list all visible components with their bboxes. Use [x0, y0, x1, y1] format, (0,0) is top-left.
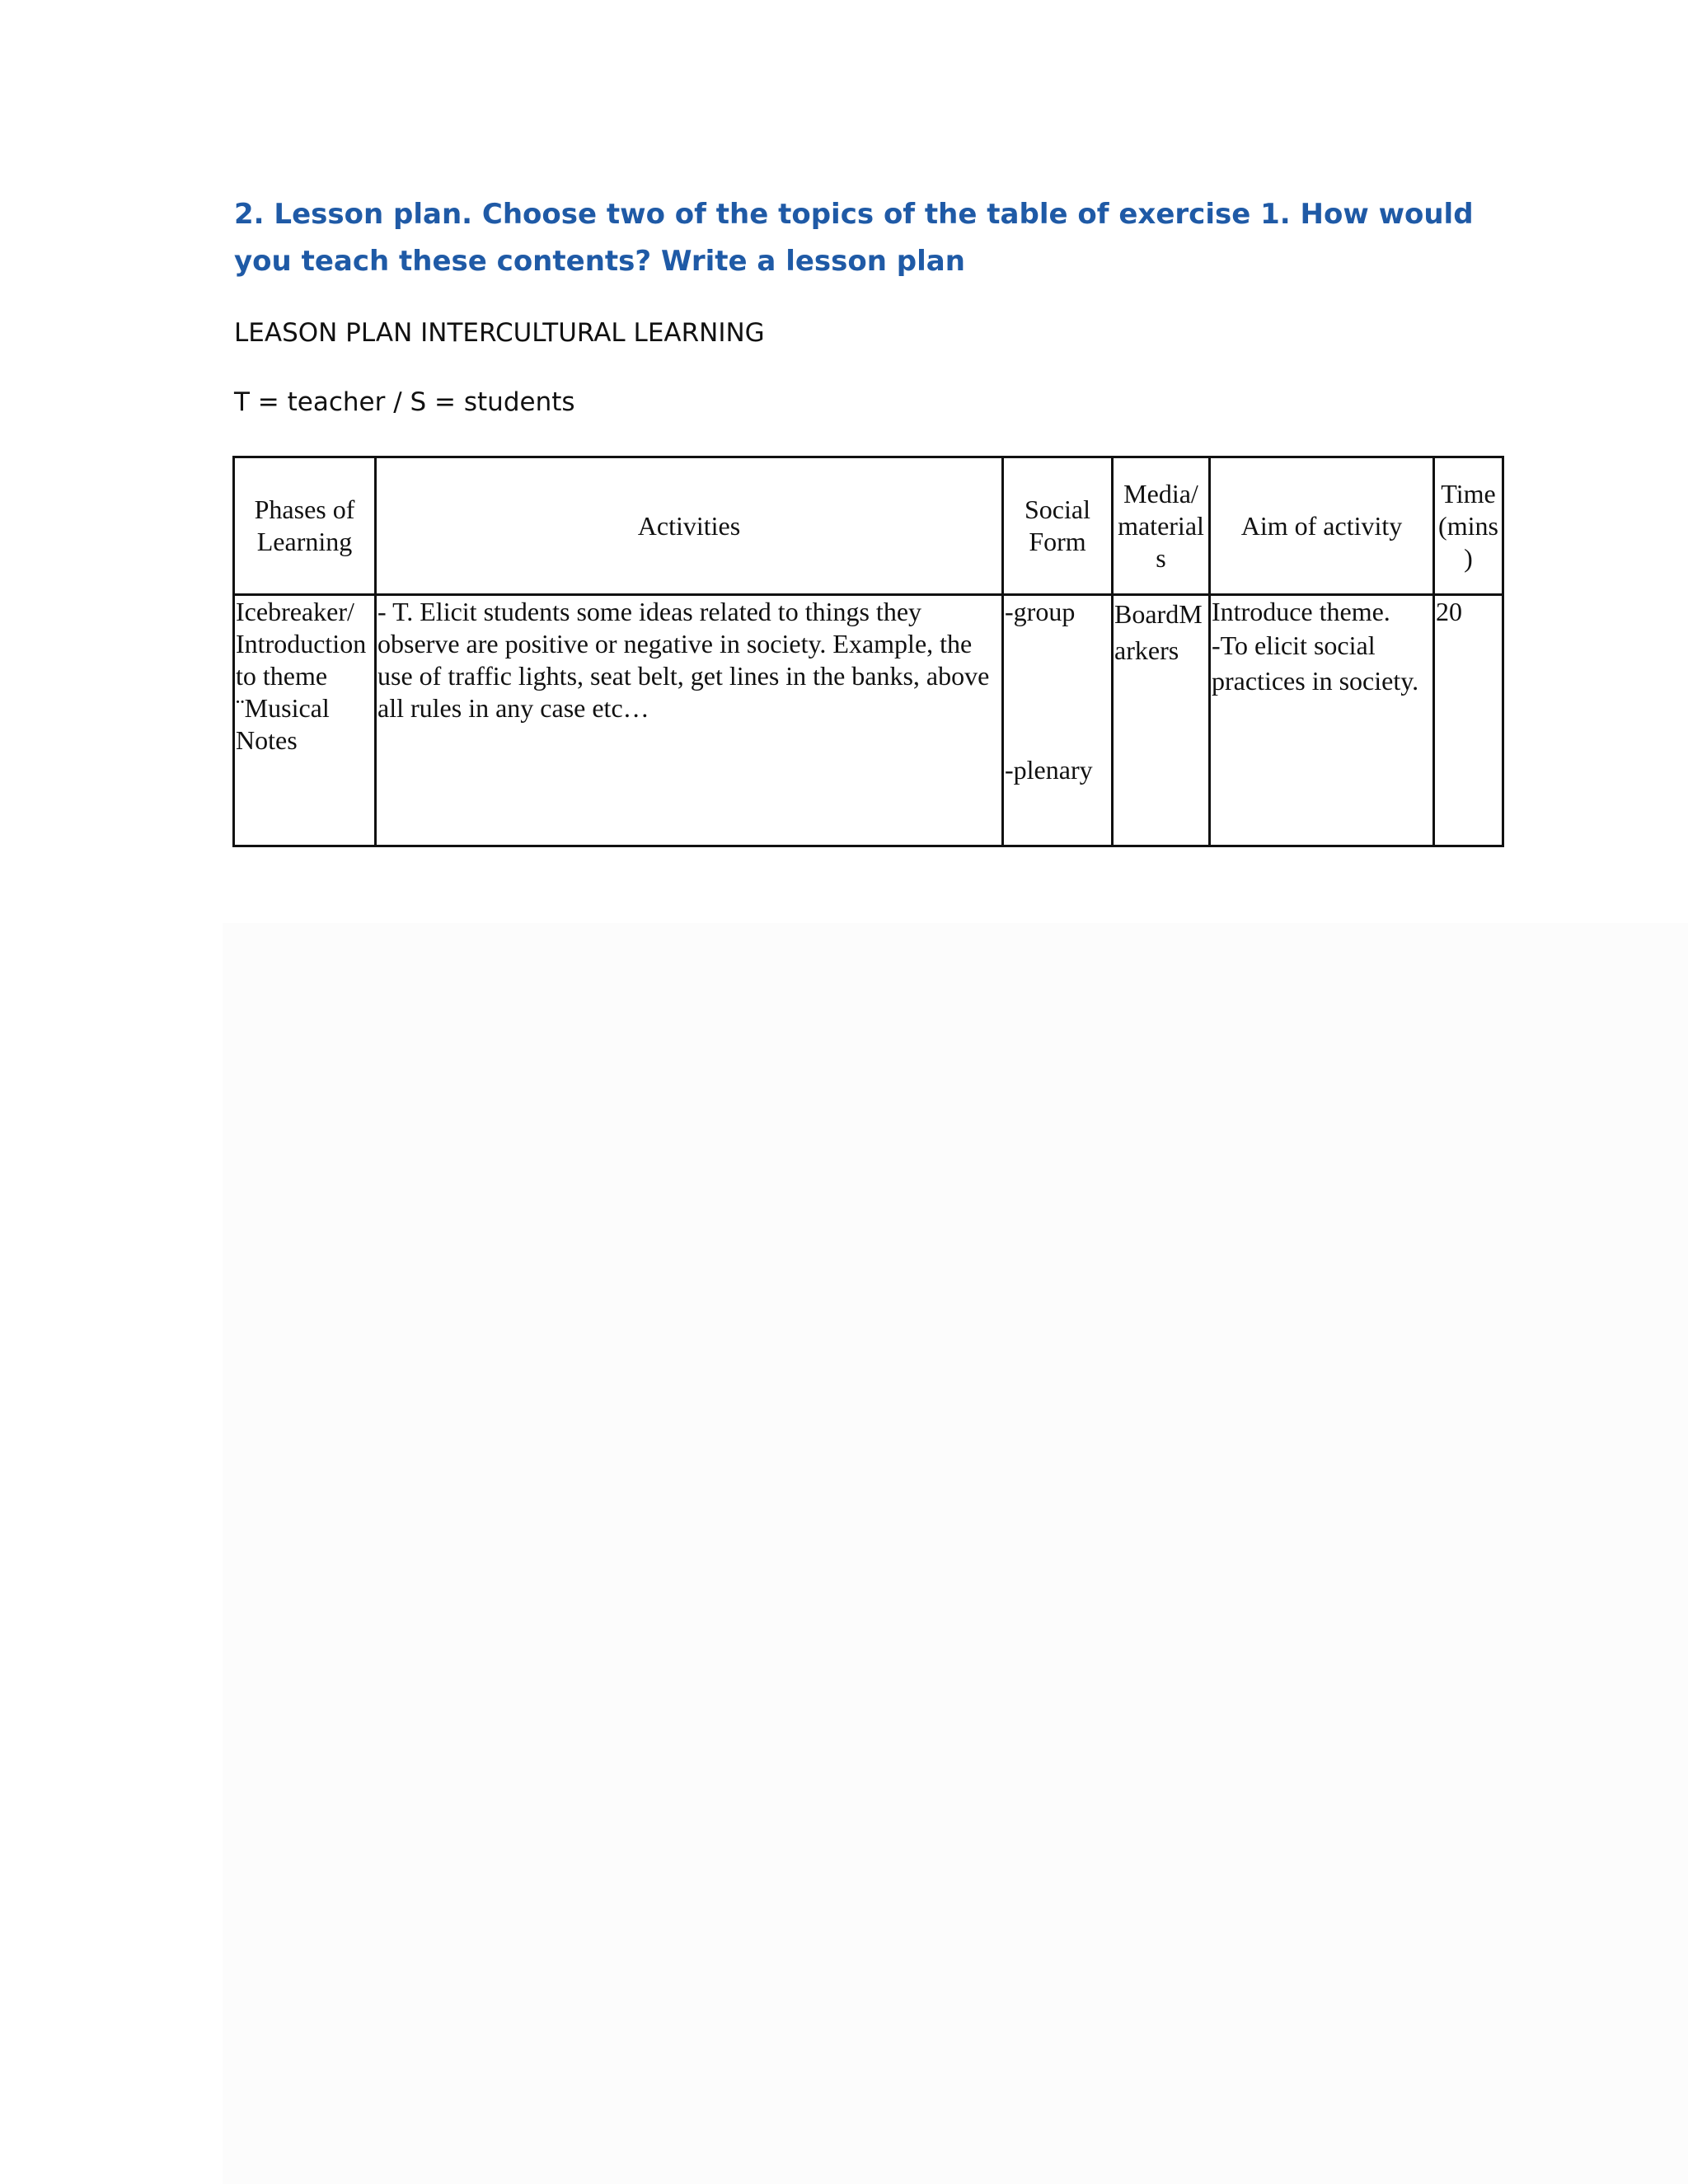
lesson-plan-table [232, 456, 1504, 847]
header-activities: Activities [376, 457, 1003, 595]
cell-activity: - T. Elicit students some ideas related to things they observe are positive or negative in society. Example, the use of traffic lights, seat belt, get lines in the banks, above all rules in any case etc… [376, 595, 1003, 846]
header-phases: Phases of Learning [234, 457, 376, 595]
lesson-plan-title: LEASON PLAN INTERCULTURAL LEARNING [234, 318, 765, 348]
abbreviation-legend: T = teacher / S = students [234, 387, 575, 417]
cell-social-form [1003, 595, 1113, 846]
aim-line-1: Introduce theme. [1212, 597, 1390, 626]
cell-time: 20 [1434, 595, 1503, 846]
header-media: Media/ material s [1113, 457, 1210, 595]
social-form-plenary: -plenary [1005, 755, 1093, 785]
header-time: Time (mins ) [1434, 457, 1503, 595]
page-background [223, 923, 1688, 2184]
cell-aim [1210, 595, 1434, 846]
cell-media: BoardMarkers [1113, 595, 1210, 846]
social-form-group: -group [1005, 597, 1076, 626]
exercise-heading: 2. Lesson plan. Choose two of the topics of the table of exercise 1. How would you teach these contents? Write a lesson plan [234, 198, 1474, 278]
header-social-form: Social Form [1003, 457, 1113, 595]
aim-line-2: -To elicit social practices in society. [1212, 630, 1419, 696]
cell-phase: Icebreaker/ Introduction to theme ¨Musical Notes [234, 595, 376, 846]
header-aim: Aim of activity [1210, 457, 1434, 595]
table-header-row [234, 457, 1503, 595]
table-row [234, 595, 1503, 846]
